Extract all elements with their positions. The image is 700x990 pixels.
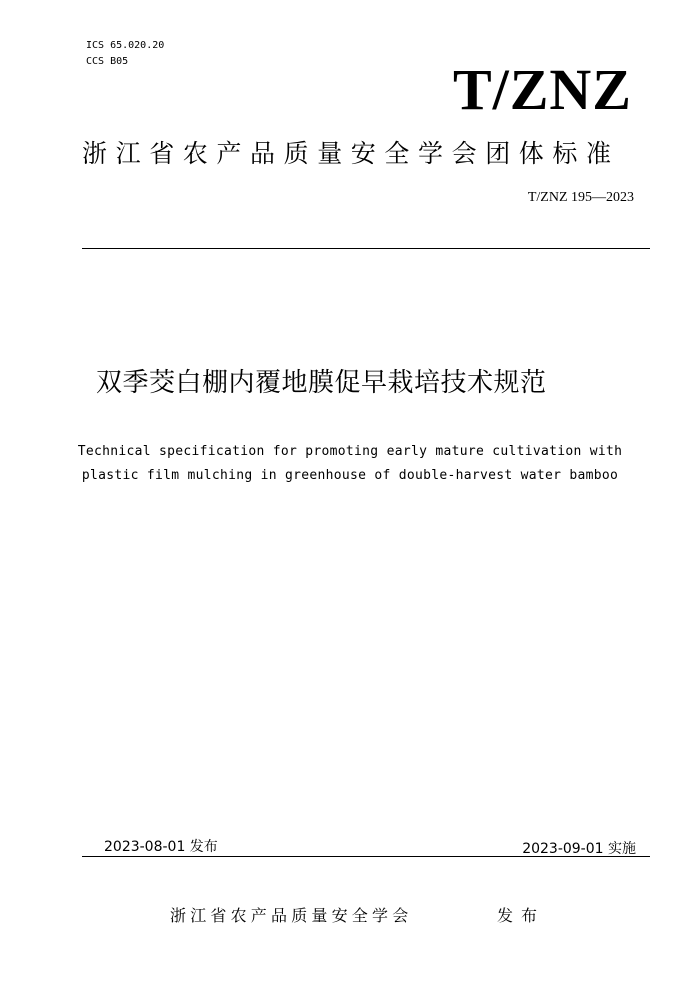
issuer-name: 浙江省农产品质量安全学会 bbox=[170, 906, 413, 925]
english-title-line-2: plastic film mulching in greenhouse of double-harvest water bamboo bbox=[81, 468, 619, 483]
standard-logo: T/ZNZ bbox=[452, 57, 632, 122]
ics-code: ICS 65.020.20 bbox=[86, 40, 165, 51]
standard-number: T/ZNZ 195—2023 bbox=[527, 190, 634, 205]
footer-divider bbox=[82, 856, 650, 857]
organization-standard-title: 浙江省农产品质量安全学会团体标准 bbox=[82, 139, 620, 168]
header-divider bbox=[82, 248, 650, 249]
ccs-code: CCS B05 bbox=[86, 56, 129, 67]
classification-codes bbox=[86, 38, 164, 70]
issue-verb: 发布 bbox=[497, 906, 546, 925]
english-title-line-1: Technical specification for promoting early mature cultivation with bbox=[77, 444, 623, 459]
document-title-english bbox=[0, 440, 700, 488]
implement-date: 2023-09-01 实施 bbox=[522, 841, 636, 857]
publish-date: 2023-08-01 发布 bbox=[104, 839, 218, 855]
document-title-chinese: 双季茭白棚内覆地膜促早栽培技术规范 bbox=[96, 368, 547, 398]
